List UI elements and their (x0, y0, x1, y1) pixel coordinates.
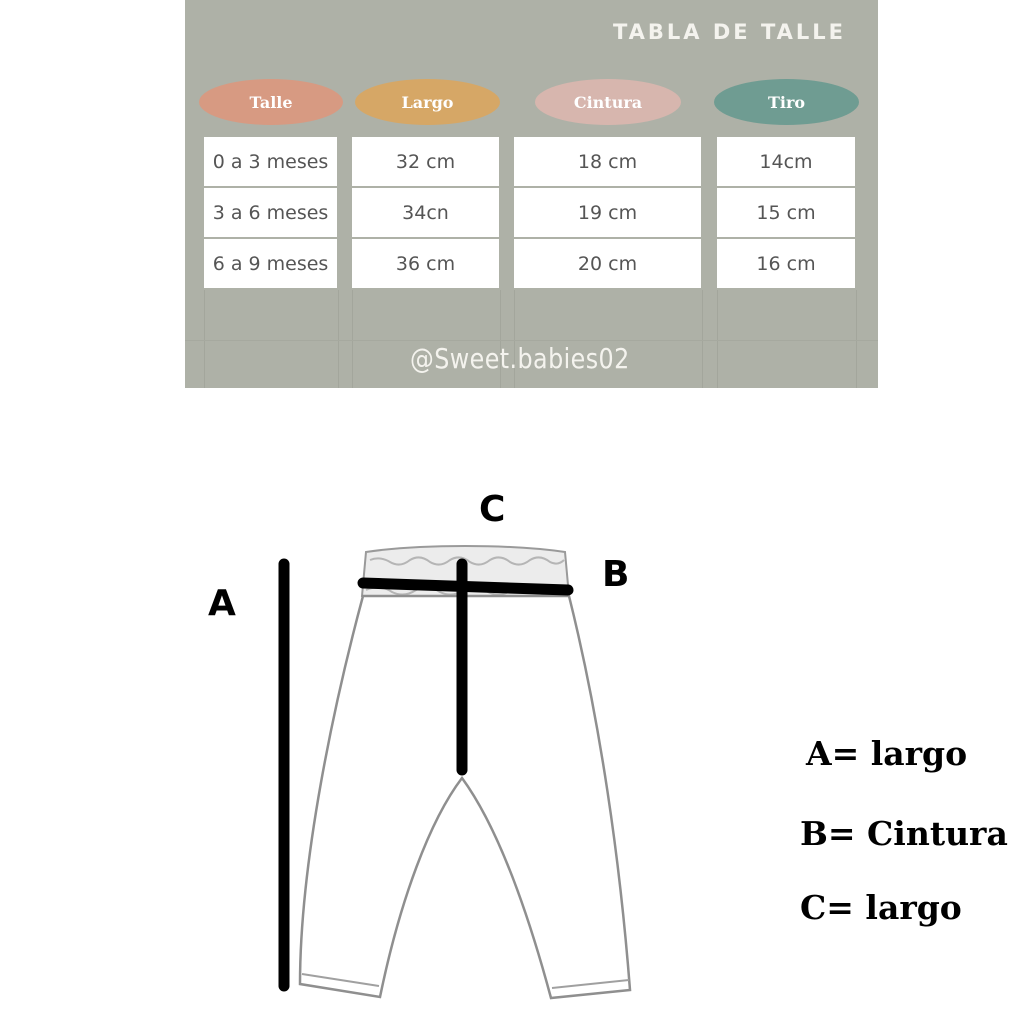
header-label: Tiro (767, 92, 806, 112)
table-cell: 0 a 3 meses (204, 137, 337, 186)
table-cell: 18 cm (514, 137, 701, 186)
divider (185, 340, 878, 341)
header-talle (199, 79, 343, 125)
header-label: Talle (249, 92, 293, 112)
table-cell: 16 cm (717, 239, 855, 288)
table-cell: 6 a 9 meses (204, 239, 337, 288)
table-cell: 14cm (717, 137, 855, 186)
header-largo (355, 79, 500, 125)
column-cintura (514, 137, 701, 290)
label-b: B (602, 554, 630, 595)
empty-row-outline (204, 290, 339, 388)
table-cell: 15 cm (717, 188, 855, 237)
header-tiro (714, 79, 859, 125)
table-cell: 20 cm (514, 239, 701, 288)
table-cell: 34cn (352, 188, 499, 237)
legend-b: B= Cintura (800, 814, 1008, 853)
header-label: Largo (401, 92, 454, 112)
column-talle (204, 137, 337, 290)
label-a: A (208, 583, 236, 624)
watermark: @Sweet.babies02 (410, 342, 630, 375)
empty-row-outline (717, 290, 857, 388)
table-cell: 32 cm (352, 137, 499, 186)
header-cintura (535, 79, 681, 125)
header-label: Cintura (573, 92, 643, 112)
column-largo (352, 137, 499, 290)
label-c: C (479, 489, 506, 530)
chart-title: TABLA DE TALLE (612, 20, 846, 44)
table-cell: 36 cm (352, 239, 499, 288)
size-chart-card (185, 0, 878, 388)
table-cell: 3 a 6 meses (204, 188, 337, 237)
legend-a: A= largo (806, 734, 968, 773)
legend-c: C= largo (800, 888, 962, 927)
pants-illustration (0, 400, 1024, 1024)
pants-measurement-diagram (0, 400, 1024, 1024)
column-tiro (717, 137, 855, 290)
table-cell: 19 cm (514, 188, 701, 237)
